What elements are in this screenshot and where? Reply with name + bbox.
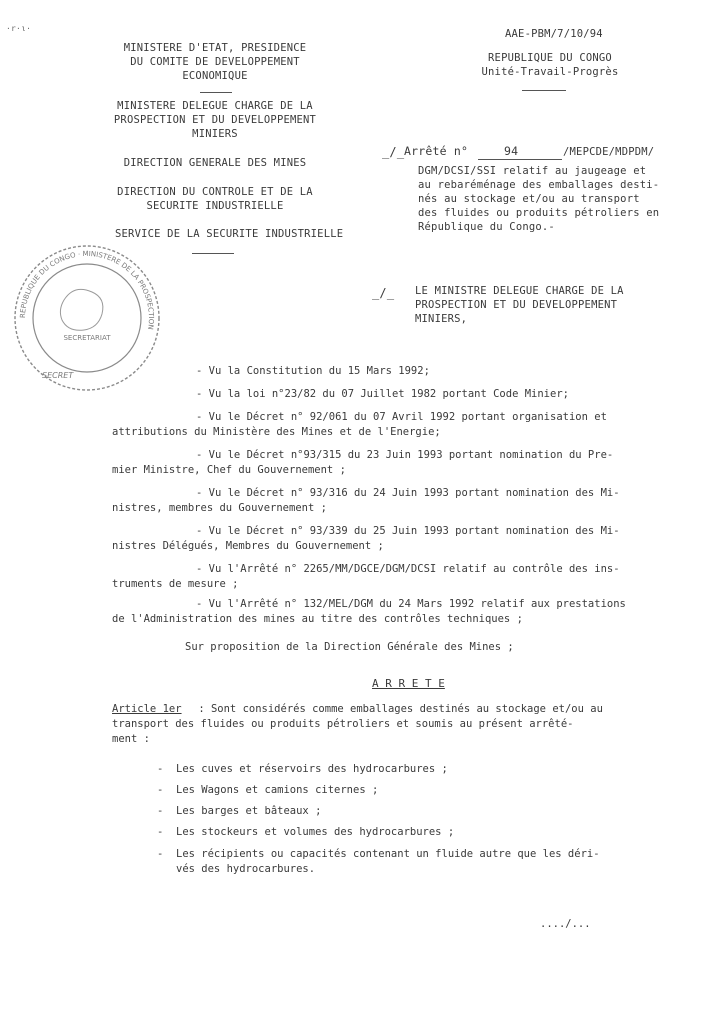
list-bullet: - [157,805,164,817]
number-underline [478,159,562,160]
arrete-prefix: _/_ [382,145,405,159]
republic-motto: Unité-Travail-Progrès [481,66,619,78]
page-continuation: ..../... [540,918,591,930]
arrete-desc-4: République du Congo.- [418,221,555,233]
republic-title: REPUBLIQUE DU CONGO [488,52,612,64]
visa-line: mier Ministre, Chef du Gouvernement ; [112,464,346,476]
arrete-ref-line-2: DGM/DCSI/SSI relatif au jaugeage et [418,165,647,177]
list-item: Les barges et bâteaux ; [176,805,322,817]
direction-generale: DIRECTION GENERALE DES MINES [123,157,307,169]
visa-line: - Vu la Constitution du 15 Mars 1992; [196,365,430,377]
corner-mark: ·r·ι· [6,24,32,33]
visa-line: - Vu le Décret n° 92/061 du 07 Avril 1992 portant organisation et [196,411,607,423]
visa-line: - Vu le Décret n° 93/316 du 24 Juin 1993 portant nomination des Mi- [196,487,620,499]
list-item: vés des hydrocarbures. [176,863,316,875]
list-bullet: - [157,826,164,838]
divider [192,253,234,254]
service-line: SERVICE DE LA SECURITE INDUSTRIELLE [115,228,344,240]
direction-control-2: SECURITE INDUSTRIELLE [146,200,284,212]
ministry-line-2: DU COMITE DE DEVELOPPEMENT [130,56,300,68]
stamp-inner-ring [33,264,141,372]
visa-line: truments de mesure ; [112,578,239,590]
arrete-number: 94 [504,144,519,158]
list-item: Les stockeurs et volumes des hydrocarbures ; [176,826,455,838]
ministry-line-3: ECONOMIQUE [182,70,248,82]
article-1-text-1: : Sont considérés comme emballages destinés au stockage et/ou au [192,703,603,715]
list-bullet: - [157,784,164,796]
stamp-inner-text: SECRETARIAT [63,334,111,342]
delegate-line-1: MINISTERE DELEGUE CHARGE DE LA [117,100,313,112]
delegate-line-3: MINIERS [192,128,238,140]
visa-line: nistres, membres du Gouvernement ; [112,502,327,514]
visa-line: de l'Administration des mines au titre des contrôles techniques ; [112,613,523,625]
divider [200,92,232,93]
reference-number: AAE-PBM/7/10/94 [505,28,603,40]
arrete-desc-1: au rebaréménage des emballages desti- [418,179,660,191]
proposal-line: Sur proposition de la Direction Générale des Mines ; [185,641,514,653]
divider [522,90,566,91]
official-stamp [2,238,172,398]
visa-line: - Vu l'Arrêté n° 2265/MM/DGCE/DGM/DCSI relatif au contrôle des ins- [196,563,620,575]
author-prefix: _/_ [372,286,395,300]
arrete-ref-suffix: /MEPCDE/MDPDM/ [563,146,655,158]
visa-line: - Vu le Décret n° 93/339 du 25 Juin 1993 portant nomination des Mi- [196,525,620,537]
visa-line: attributions du Ministère des Mines et de l'Energie; [112,426,441,438]
list-bullet: - [157,763,164,775]
visa-line: - Vu l'Arrêté n° 132/MEL/DGM du 24 Mars 1992 relatif aux prestations [196,598,626,610]
visa-line: - Vu la loi n°23/82 du 07 Juillet 1982 portant Code Minier; [196,388,569,400]
stamp-emblem [60,289,102,330]
direction-control-1: DIRECTION DU CONTROLE ET DE LA [117,186,313,198]
list-item: Les récipients ou capacités contenant un fluide autre que les déri- [176,848,600,860]
arrete-desc-2: nés au stockage et/ou au transport [418,193,640,205]
delegate-line-2: PROSPECTION ET DU DEVELOPPEMENT [113,114,317,126]
author-line-2: PROSPECTION ET DU DEVELOPPEMENT [415,299,618,311]
document-title: A R R E T E [372,677,445,690]
list-item: Les cuves et réservoirs des hydrocarbures ; [176,763,448,775]
stamp-ring-text: REPUBLIQUE DU CONGO · MINISTERE DE LA PROSPECTION [18,249,156,331]
author-line-3: MINIERS, [415,313,468,325]
stamp-label: SECRET [42,371,74,380]
visa-line: nistres Délégués, Membres du Gouvernement ; [112,540,384,552]
author-line-1: LE MINISTRE DELEGUE CHARGE DE LA [415,285,624,297]
article-1-text-3: ment : [112,733,150,745]
article-1-text-2: transport des fluides ou produits pétroliers et soumis au présent arrêté- [112,718,574,730]
article-1-label: Article 1er [112,703,182,715]
ministry-line-1: MINISTERE D'ETAT, PRESIDENCE [123,42,307,54]
list-bullet: - [157,848,164,860]
visa-line: - Vu le Décret n°93/315 du 23 Juin 1993 portant nomination du Pre- [196,449,614,461]
stamp-outer-ring [15,246,159,390]
arrete-label: Arrêté n° [404,144,469,158]
list-item: Les Wagons et camions citernes ; [176,784,379,796]
arrete-desc-3: des fluides ou produits pétroliers en [418,207,660,219]
